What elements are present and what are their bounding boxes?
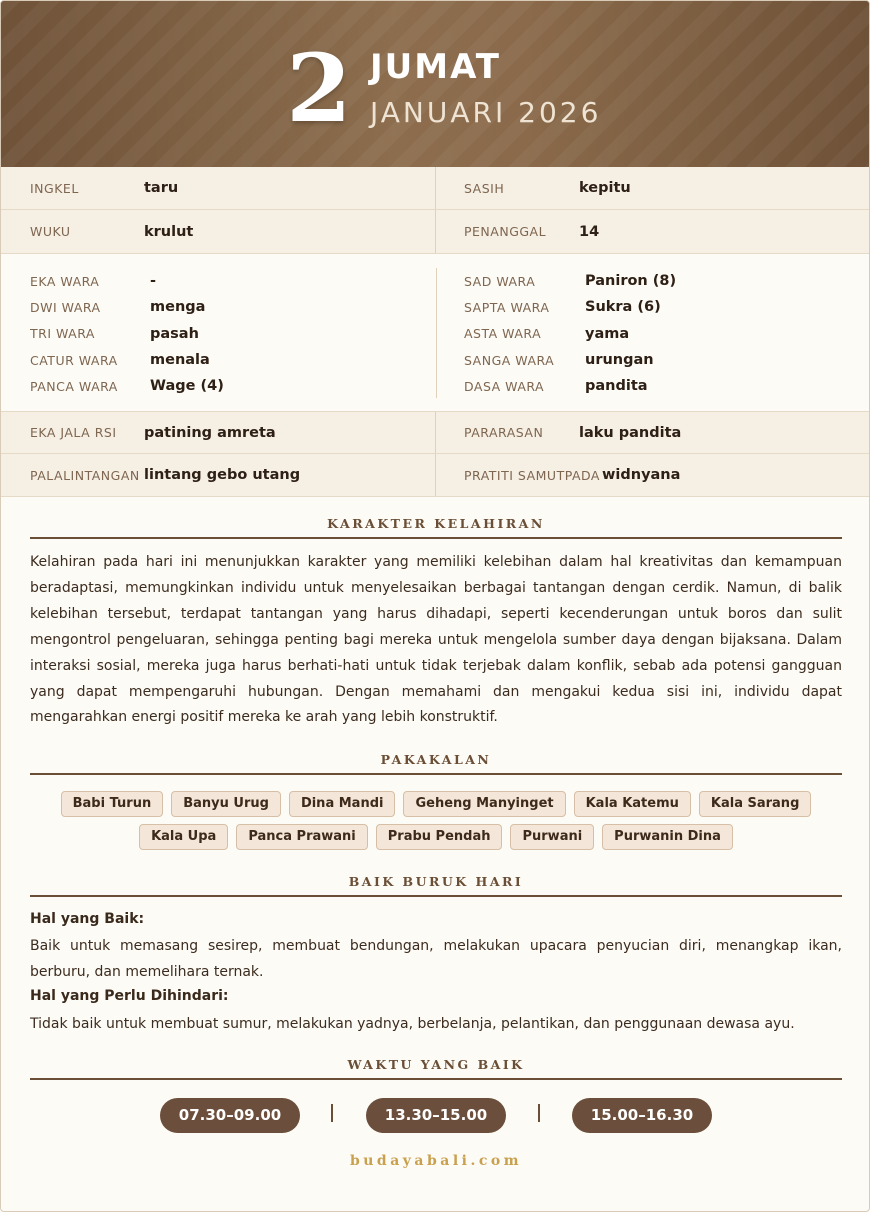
wara-label: SANGA WARA — [464, 352, 555, 368]
karakter-text: Kelahiran pada hari ini menunjukkan karakter yang memiliki kelebihan dalam hal kreativitas dan kemampuan beradaptasi, memungkinkan individu untuk menyelesaikan berbagai tantangan dengan cerdik. Namun, di balik kelebihan tersebut, terdapat tantangan yang harus dihadapi, seperti kecenderungan untuk boros dan sulit mengontrol pengeluaran, sehingga penting bagi mereka untuk mengelola sumber daya dengan bijaksana. Dalam interaksi sosial, mereka juga harus berhati-hati untuk tidak terjebak dalam konflik, sebab ada potensi gangguan yang dapat mempengaruhi hubungan. Dengan memahami dan mengakui kedua sisi ini, individu dapat mengarahkan energi positif mereka ke arah yang lebih konstruktif. — [30, 554, 842, 726]
pararasan-cell — [436, 412, 870, 453]
wara-row — [30, 373, 430, 399]
wara-value: pasah — [150, 325, 199, 342]
palalintangan-cell — [1, 454, 436, 496]
pakakalan-tag: Banyu Urug — [171, 791, 281, 817]
info-row-palalintangan-pratiti — [1, 454, 870, 497]
pakakalan-tags — [30, 791, 842, 857]
footer-site-link[interactable]: budayabali.com — [349, 1153, 523, 1169]
wara-label: ASTA WARA — [464, 326, 542, 342]
pakakalan-tag: Kala Upa — [139, 824, 228, 850]
info-row-ekajala-pararasan — [1, 412, 870, 454]
wara-value: urungan — [585, 352, 654, 369]
wuku-label: WUKU — [30, 224, 71, 239]
penanggal-label: PENANGGAL — [464, 224, 547, 239]
sasih-label: SASIH — [464, 180, 505, 196]
wara-value: menga — [150, 299, 206, 316]
bad-text: Tidak baik untuk membuat sumur, melakukan yadnya, berbelanja, pelantikan, dan penggunaan dewasa ayu. — [30, 1016, 795, 1032]
pakakalan-tag: Kala Katemu — [574, 791, 691, 817]
wara-divider — [436, 268, 437, 398]
good-heading: Hal yang Baik: — [30, 911, 145, 927]
wuku-cell — [1, 210, 436, 253]
pararasan-label: PARARASAN — [464, 425, 544, 440]
eka-jala-rsi-label: EKA JALA RSI — [30, 425, 117, 440]
wara-table — [1, 254, 870, 412]
time-slot-pill: 15.00–16.30 — [572, 1098, 712, 1133]
wara-row — [30, 294, 430, 320]
pararasan-value: laku pandita — [579, 424, 682, 441]
month-year: JANUARI 2026 — [370, 96, 602, 129]
pakakalan-tag: Prabu Pendah — [376, 824, 503, 850]
wara-row — [30, 321, 430, 347]
section-rule — [30, 537, 842, 539]
pratiti-value: widnyana — [602, 467, 681, 483]
wara-value: Paniron (8) — [585, 273, 677, 290]
wara-label: DWI WARA — [30, 299, 101, 315]
ingkel-label: INGKEL — [30, 180, 79, 196]
pakakalan-tag: Purwani — [510, 824, 594, 850]
pakakalan-tag: Babi Turun — [61, 791, 164, 817]
wara-right-column — [464, 268, 864, 399]
wara-value: Wage (4) — [150, 378, 224, 395]
time-slot-pill: 07.30–09.00 — [160, 1098, 300, 1133]
pakakalan-tag: Purwanin Dina — [602, 824, 733, 850]
wara-value: Sukra (6) — [585, 299, 661, 316]
wara-label: PANCA WARA — [30, 378, 118, 394]
info-row-ingkel-sasih — [1, 167, 870, 210]
wara-value: menala — [150, 352, 210, 369]
day-number: 2 — [286, 34, 352, 144]
eka-jala-rsi-cell — [1, 412, 436, 453]
wara-left-column — [30, 268, 430, 399]
wara-label: SAD WARA — [464, 273, 536, 289]
wara-label: DASA WARA — [464, 378, 545, 394]
ingkel-value: taru — [144, 180, 179, 196]
wara-value: pandita — [585, 378, 648, 395]
wara-row — [464, 268, 864, 294]
time-separator — [331, 1104, 333, 1122]
penanggal-value: 14 — [579, 223, 600, 240]
waktu-title: WAKTU YANG BAIK — [347, 1057, 525, 1072]
ingkel-cell — [1, 167, 436, 209]
wara-label: TRI WARA — [30, 326, 95, 342]
wara-row — [464, 347, 864, 373]
wara-label: CATUR WARA — [30, 352, 118, 368]
palalintangan-label: PALALINTANGAN — [30, 467, 140, 483]
wara-row — [30, 268, 430, 294]
pakakalan-tag: Kala Sarang — [699, 791, 811, 817]
date-header — [1, 1, 870, 167]
time-slots — [1, 1098, 870, 1134]
wara-label: SAPTA WARA — [464, 299, 550, 315]
wara-value: - — [150, 273, 157, 290]
pratiti-label: PRATITI SAMUTPADA — [464, 467, 600, 483]
info-row-wuku-penanggal — [1, 210, 870, 254]
wara-row — [464, 321, 864, 347]
pratiti-cell — [436, 454, 870, 496]
wara-row — [464, 373, 864, 399]
pakakalan-tag: Geheng Manyinget — [403, 791, 565, 817]
section-rule — [30, 1078, 842, 1080]
sasih-value: kepitu — [579, 180, 631, 196]
wara-label: EKA WARA — [30, 273, 100, 289]
penanggal-cell — [436, 210, 870, 253]
section-rule — [30, 895, 842, 897]
pakakalan-title: PAKAKALAN — [380, 752, 492, 767]
pakakalan-tag: Dina Mandi — [289, 791, 396, 817]
palalintangan-value: lintang gebo utang — [144, 467, 301, 483]
bad-heading: Hal yang Perlu Dihindari: — [30, 988, 229, 1004]
wara-row — [30, 347, 430, 373]
good-text: Baik untuk memasang sesirep, membuat bendungan, melakukan upacara penyucian diri, menangkap ikan, berburu, dan memelihara ternak. — [30, 938, 842, 980]
day-name: JUMAT — [370, 47, 501, 87]
eka-jala-rsi-value: patining amreta — [144, 424, 276, 441]
wuku-value: krulut — [144, 223, 194, 240]
pakakalan-tag: Panca Prawani — [236, 824, 367, 850]
wara-value: yama — [585, 325, 630, 342]
karakter-title: KARAKTER KELAHIRAN — [327, 516, 545, 531]
wara-row — [464, 294, 864, 320]
time-separator — [538, 1104, 540, 1122]
time-slot-pill: 13.30–15.00 — [366, 1098, 506, 1133]
sasih-cell — [436, 167, 870, 209]
baik-buruk-title: BAIK BURUK HARI — [348, 874, 524, 889]
section-rule — [30, 773, 842, 775]
